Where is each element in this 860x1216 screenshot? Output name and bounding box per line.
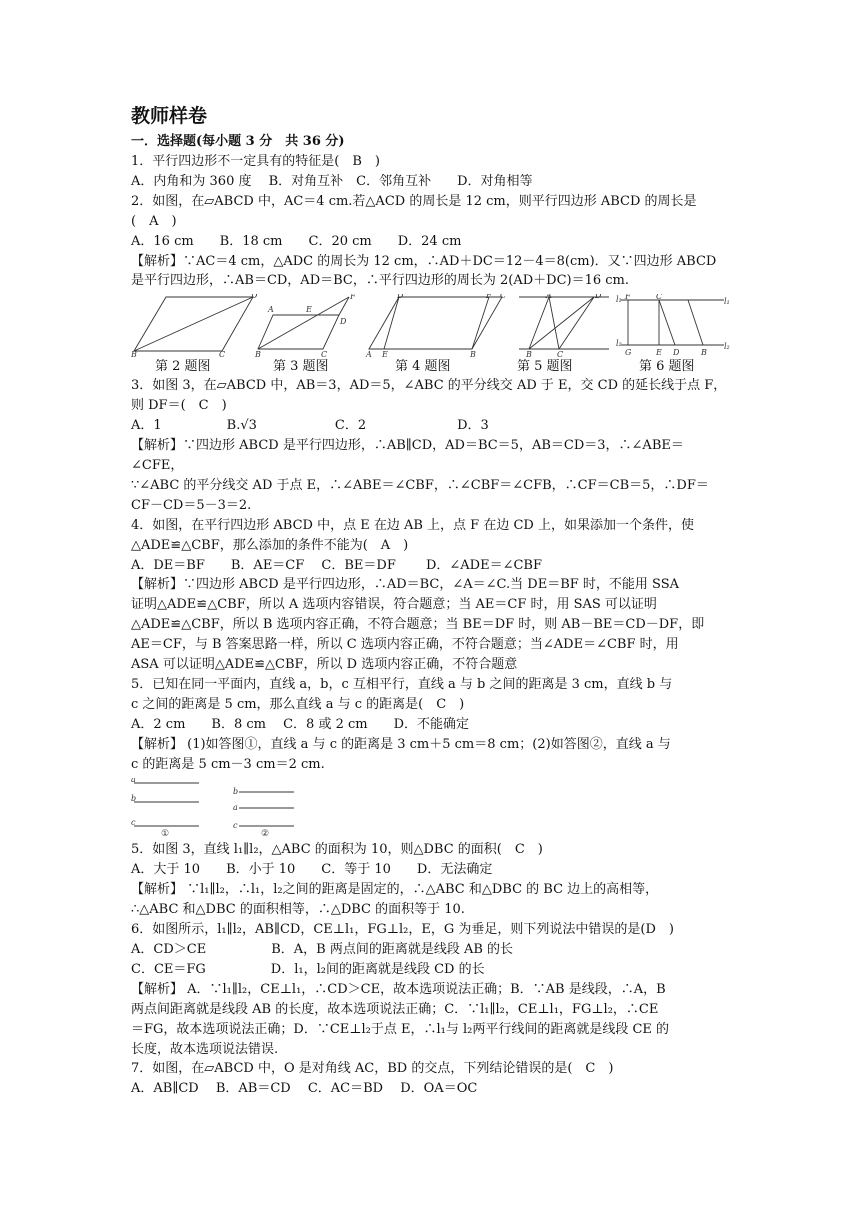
svg-text:l₂: l₂ [724, 342, 730, 352]
svg-text:l₁: l₁ [724, 297, 730, 307]
page-title: 教师样卷 [131, 105, 208, 127]
svg-text:B: B [701, 348, 707, 358]
svg-text:C: C [557, 350, 564, 359]
svg-text:E: E [306, 305, 312, 315]
text-line: 【解析】 (1)如答图①，直线 a 与 c 的距离是 3 cm＋5 cm＝8 cm；(2)如答图②，直线 a 与 [131, 736, 671, 752]
text-line: 4．如图，在平行四边形 ABCD 中，点 E 在边 AB 上，点 F 在边 CD 上，如果添加一个条件，使 [131, 517, 694, 533]
svg-text:F: F [625, 294, 631, 302]
text-line: 【解析】∵四边形 ABCD 是平行四边形，∴AD＝BC，∠A＝∠C.当 DE＝BF 时，不能用 SSA [131, 577, 680, 593]
text-line: C．CE＝FG D．l₁，l₂间的距离就是线段 CD 的长 [131, 961, 485, 977]
text-line: ASA 可以证明△ADE≌△CBF，所以 D 选项内容正确，不符合题意 [131, 657, 518, 673]
text-line: c 之间的距离是 5 cm，那么直线 a 与 c 的距离是( C ) [131, 696, 465, 712]
svg-text:b: b [131, 794, 137, 804]
svg-text:l₂: l₂ [616, 339, 622, 349]
svg-text:A: A [268, 305, 274, 315]
figure-q2 [131, 294, 261, 358]
svg-text:E: E [656, 348, 662, 358]
svg-text:a: a [131, 778, 136, 785]
text-line: ( A ) [131, 213, 177, 229]
svg-text:l₁: l₁ [616, 295, 622, 305]
section-heading: 一．选择题(每小题 3 分 共 36 分) [131, 134, 345, 149]
text-line: A．DE＝BF B．AE＝CF C．BE＝DF D．∠ADE＝∠CBF [131, 557, 542, 573]
figure-row [131, 294, 731, 358]
svg-text:B: B [255, 350, 261, 359]
text-line: ∵∠ABC 的平分线交 AD 于点 E，∴∠ABE＝∠CBF，∴∠CBF＝∠CFB，∴CF＝CB＝5，∴DF＝ [131, 477, 709, 493]
svg-text:A: A [366, 350, 372, 359]
figure-captions [131, 358, 731, 376]
text-block-b [131, 376, 731, 774]
svg-text:①: ① [161, 829, 170, 839]
caption-q5: 第 5 题图 [517, 359, 573, 375]
text-line: c 的距离是 5 cm－3 cm＝2 cm. [131, 756, 325, 772]
svg-text:c: c [233, 821, 238, 831]
text-line: A．2 cm B．8 cm C．8 或 2 cm D．不能确定 [131, 716, 470, 732]
text-line: ＝FG，故本选项说法正确；D．∵CE⊥l₂于点 E，∴l₁与 l₂两平行线间的距离就是线段 CE 的 [131, 1021, 670, 1037]
svg-text:b: b [233, 787, 239, 797]
text-line: 5．已知在同一平面内，直线 a，b，c 互相平行，直线 a 与 b 之间的距离是 3 cm，直线 b 与 [131, 676, 673, 692]
text-line: A．AB∥CD B．AB＝CD C．AC＝BD D．OA＝OC [131, 1081, 478, 1097]
svg-text:B: B [470, 350, 476, 359]
svg-text:C: C [656, 294, 663, 302]
svg-text:F: F [486, 294, 492, 301]
answer-figure-1 [131, 778, 211, 838]
text-line: 6．如图所示，l₁∥l₂，AB∥CD，CE⊥l₁，FG⊥l₂，E，G 为垂足，则下列说法中错误的是(D ) [131, 922, 674, 938]
text-line: 长度，故本选项说法错误. [131, 1041, 279, 1057]
figure-q3 [253, 294, 363, 358]
text-line: CF－CD＝5－3＝2. [131, 497, 252, 513]
caption-q6: 第 6 题图 [639, 359, 695, 375]
text-line: 【解析】∵四边形 ABCD 是平行四边形，∴AB∥CD，AD＝BC＝5，AB＝CD＝3，∴∠ABE＝∠CFE， [131, 438, 684, 473]
svg-text:D: D [673, 348, 680, 358]
document-page [131, 104, 731, 1099]
text-line: AE＝CF，与 B 答案思路一样，所以 C 选项内容正确，不符合题意；当∠ADE＝∠CBF 时，用 [131, 637, 679, 653]
svg-text:②: ② [261, 829, 270, 839]
text-line: A．大于 10 B．小于 10 C．等于 10 D．无法确定 [131, 862, 493, 878]
svg-text:D: D [595, 294, 602, 301]
svg-text:D: D [340, 317, 347, 327]
svg-text:C: C [321, 350, 328, 359]
caption-q3: 第 3 题图 [273, 359, 329, 375]
text-line: A．16 cm B．18 cm C．20 cm D．24 cm [131, 233, 462, 249]
text-line: A．CD＞CE B．A，B 两点间的距离就是线段 AB 的长 [131, 942, 514, 957]
text-line: 两点间距离就是线段 AB 的长度，故本选项说法正确；C．∵l₁∥l₂，CE⊥l₁，FG⊥l₂，∴CE [131, 1001, 659, 1017]
text-line: A．内角和为 360 度 B．对角互补 C．邻角互补 D．对角相等 [131, 173, 533, 189]
svg-text:D: D [397, 294, 404, 301]
text-line: 1．平行四边形不一定具有的特征是( B ) [131, 154, 380, 169]
svg-text:F: F [350, 294, 356, 302]
figure-q5 [519, 294, 619, 358]
caption-q4: 第 4 题图 [395, 359, 451, 375]
svg-text:E: E [382, 350, 388, 359]
text-line: A．1 B.√3 C．2 D．3 [131, 418, 489, 434]
svg-text:a: a [233, 803, 238, 813]
text-line: 3．如图 3，在▱ABCD 中，AB＝3，AD＝5，∠ABC 的平分线交 AD 于 E，交 CD 的延长线于点 F， [131, 378, 727, 394]
fig-label: B [131, 350, 137, 359]
svg-text:B: B [526, 350, 532, 359]
text-block-a [131, 152, 731, 291]
text-line: 证明△ADE≌△CBF，所以 A 选项内容错误，符合题意；当 AE＝CF 时，用 SAS 可以证明 [131, 597, 657, 613]
fig-label: C [219, 350, 226, 359]
text-line: 7．如图，在▱ABCD 中，O 是对角线 AC，BD 的交点，下列结论错误的是( C ) [131, 1061, 614, 1077]
text-line: 是平行四边形，∴AB＝CD，AD＝BC，∴平行四边形的周长为 2(AD＋DC)＝16 cm. [131, 273, 630, 289]
text-line: 则 DF＝( C ) [131, 398, 227, 414]
answer-figures [131, 778, 731, 838]
text-line: 【解析】∵AC＝4 cm，△ADC 的周长为 12 cm，∴AD＋DC＝12－4＝8(cm)．又∵四边形 ABCD [131, 253, 717, 269]
svg-text:c: c [131, 818, 136, 828]
text-line: △ADE≌△CBF，那么添加的条件不能为( A ) [131, 537, 409, 553]
text-line: ∴△ABC 和△DBC 的面积相等，∴△DBC 的面积等于 10. [131, 902, 465, 918]
text-block-c [131, 840, 731, 1099]
text-line: 【解析】 A．∵l₁∥l₂，CE⊥l₁，∴CD＞CE，故本选项说法正确；B．∵AB 是线段，∴A，B [131, 981, 666, 997]
text-line: 【解析】 ∵l₁∥l₂，∴l₁，l₂之间的距离是固定的，∴△ABC 和△DBC 的 BC 边上的高相等， [131, 882, 659, 898]
answer-figure-2 [231, 778, 311, 838]
text-line: 5．如图 3，直线 l₁∥l₂，△ABC 的面积为 10，则△DBC 的面积( C ) [131, 842, 543, 858]
svg-text:A: A [546, 294, 552, 301]
caption-q2: 第 2 题图 [155, 359, 211, 375]
svg-text:C: C [500, 294, 507, 301]
text-line: △ADE≌△CBF，所以 B 选项内容正确，不符合题意；当 BE＝DF 时，则 AB－BE＝CD－DF，即 [131, 617, 705, 633]
figure-q6 [616, 294, 731, 358]
figure-q4 [364, 294, 509, 358]
text-line: 2．如图，在▱ABCD 中，AC＝4 cm.若△ACD 的周长是 12 cm，则平行四边形 ABCD 的周长是 [131, 193, 697, 209]
svg-text:G: G [625, 348, 632, 358]
fig-label: D [251, 294, 258, 301]
